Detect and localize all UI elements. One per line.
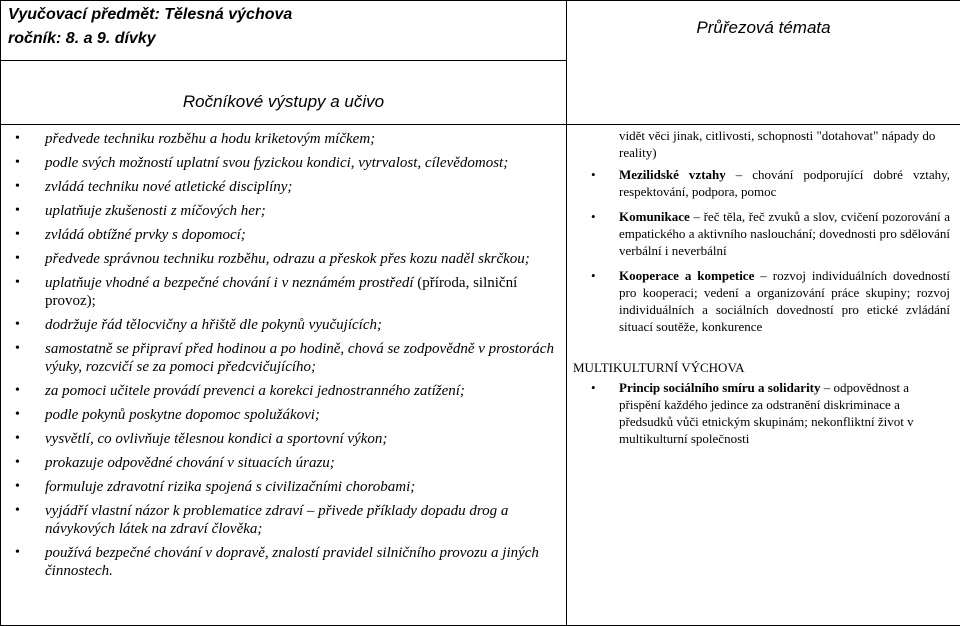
outcome-text: předvede správnou techniku rozběhu, odrazu a přeskok přes kozu naděl skrčkou; <box>45 251 530 267</box>
outcomes-cell <box>1 125 567 626</box>
outcome-text: vysvětlí, co ovlivňuje tělesnou kondici a sportovní výkon; <box>45 431 388 447</box>
outcome-text: podle pokynů poskytne dopomoc spolužákovi; <box>45 407 320 423</box>
outcome-item <box>15 382 560 400</box>
theme-item <box>619 208 950 259</box>
themes-block <box>567 125 960 447</box>
outcome-text: formuluje zdravotní rizika spojená s civilizačními chorobami; <box>45 479 416 495</box>
outcome-item <box>15 202 560 220</box>
theme-text: – rozvoj individuálních dovedností pro kooperaci; vedení a organizování práce skupiny; rozvoj individuálních a sociálních dovedností pro etické zvládání situací soutěže, konkurence <box>619 268 950 334</box>
outcome-item <box>15 274 560 310</box>
outcome-text: prokazuje odpovědné chování v situacích úrazu; <box>45 455 335 471</box>
theme-item <box>619 267 950 335</box>
grade-title: ročník: 8. a 9. dívky <box>8 30 156 47</box>
left-title-cell <box>1 61 567 125</box>
themes-cell <box>567 125 960 626</box>
multicultural-item-title: Princip sociálního smíru a solidarity <box>619 380 821 395</box>
outcome-extra: (příroda, silniční provoz); <box>45 275 518 309</box>
outcome-text: vyjádří vlastní názor k problematice zdraví – přivede příklady dopadu drog a návykových látek na zdraví člověka; <box>45 503 509 537</box>
outcome-text: podle svých možností uplatní svou fyzickou kondici, vytrvalost, cílevědomost; <box>45 155 509 171</box>
outcome-text: používá bezpečné chování v dopravě, znalostí pravidel silničního provozu a jiných činnostech. <box>45 545 539 579</box>
outcome-item <box>15 340 560 376</box>
outcome-text: uplatňuje zkušenosti z míčových her; <box>45 203 266 219</box>
header-cell <box>1 1 567 61</box>
outcome-item <box>15 130 560 148</box>
right-column-title: Průřezová témata <box>696 18 831 37</box>
outcome-item <box>15 406 560 424</box>
multicultural-item <box>619 379 950 447</box>
multicultural-title: MULTIKULTURNÍ VÝCHOVA <box>573 360 745 375</box>
outcome-text: zvládá obtížné prvky s dopomocí; <box>45 227 246 243</box>
subject-title: Vyučovací předmět: Tělesná výchova <box>8 6 293 23</box>
outcome-item <box>15 478 560 496</box>
theme-title: Kooperace a kompetice <box>619 268 755 283</box>
themes-intro: vidět věci jinak, citlivosti, schopnosti "dotahovat" nápady do reality) <box>619 128 936 160</box>
themes-list <box>619 166 950 335</box>
outcome-item <box>15 250 560 268</box>
outcome-text: samostatně se připraví před hodinou a po hodině, chová se zodpovědně v prostorách výuky, rozcvičí se za pomoci předcvičujícího; <box>45 341 554 375</box>
header-right-cell <box>567 1 960 125</box>
left-column-title: Ročníkové výstupy a učivo <box>182 92 385 111</box>
outcome-item <box>15 226 560 244</box>
outcome-text: dodržuje řád tělocvičny a hřiště dle pokynů vyučujících; <box>45 317 382 333</box>
outcome-item <box>15 430 560 448</box>
outcome-text: zvládá techniku nové atletické disciplíny; <box>45 179 293 195</box>
outcome-item <box>15 454 560 472</box>
theme-title: Mezilidské vztahy <box>619 167 726 182</box>
outcome-item <box>15 154 560 172</box>
outcomes-list <box>1 125 566 580</box>
theme-item <box>619 166 950 200</box>
theme-text: – řeč těla, řeč zvuků a slov, cvičení pozorování a empatického a aktivního naslouchání; dovednosti pro sdělování verbální i neverbální <box>619 209 950 258</box>
outcome-item <box>15 544 560 580</box>
outcome-text: za pomoci učitele provádí prevenci a korekci jednostranného zatížení; <box>45 383 465 399</box>
outcome-text: předvede techniku rozběhu a hodu kriketovým míčkem; <box>45 131 376 147</box>
multicultural-item-text: – odpovědnost a přispění každého jedince za odstranění diskriminace a předsudků vůči etnickým skupinám; nekonfliktní život v multikulturní společnosti <box>619 380 914 446</box>
theme-text: – chování podporující dobré vztahy, respektování, podpora, pomoc <box>619 167 950 199</box>
theme-title: Komunikace <box>619 209 690 224</box>
outcome-item <box>15 502 560 538</box>
outcome-item <box>15 316 560 334</box>
multicultural-list <box>619 379 950 447</box>
outcome-item <box>15 178 560 196</box>
outcome-text: uplatňuje vhodné a bezpečné chování i v neznámém prostředí <box>45 275 414 291</box>
